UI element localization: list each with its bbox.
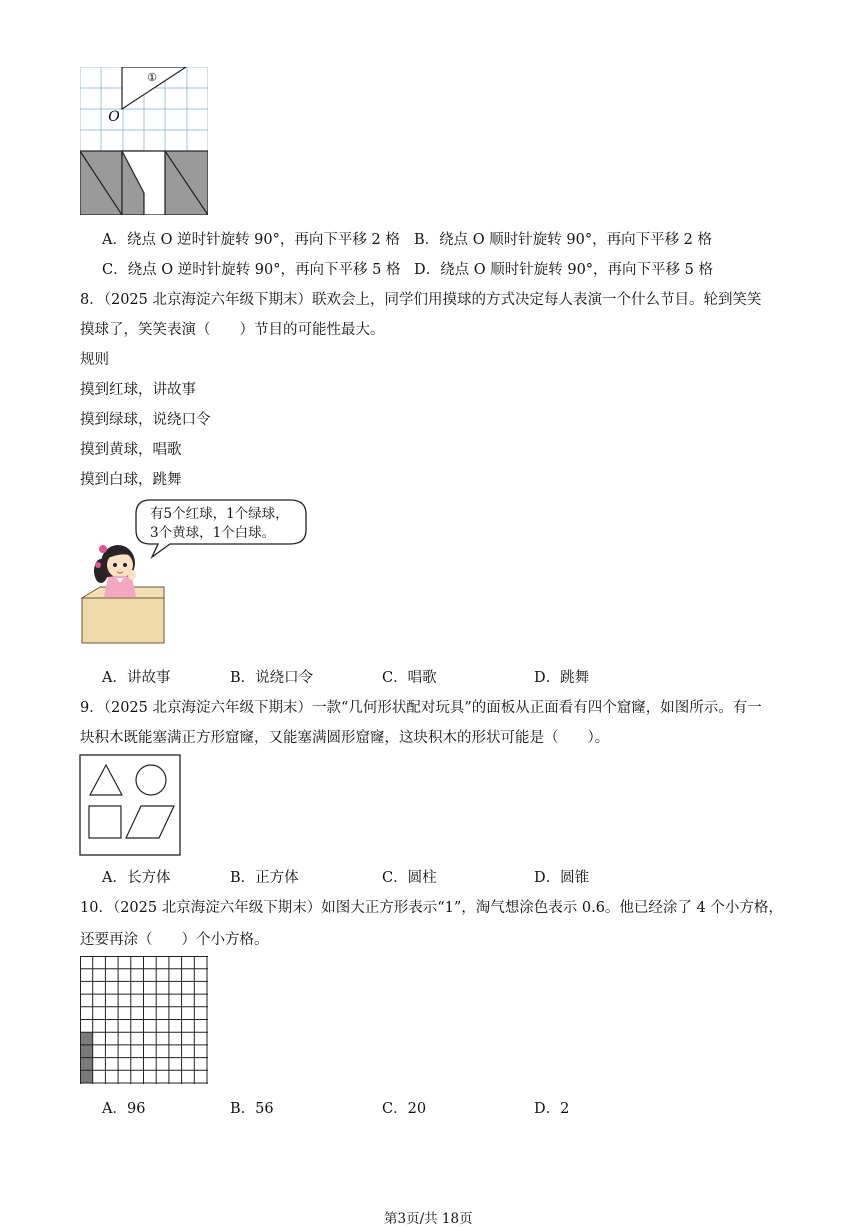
q9-stem-line-1: 9．（2025 北京海淀六年级下期末）一款“几何形状配对玩具”的面板从正面看有四个窟窿，如图所示。有一	[80, 700, 762, 716]
q10-option-c[interactable]: C．20	[382, 1101, 427, 1117]
q8-rule-green: 摸到绿球，说绕口令	[80, 412, 211, 428]
q9-option-d[interactable]: D．圆锥	[534, 870, 590, 886]
q7-option-b[interactable]: B．绕点 O 顺时针旋转 90°，再向下平移 2 格	[414, 232, 713, 248]
q7-option-a[interactable]: A．绕点 O 逆时针旋转 90°，再向下平移 2 格	[102, 232, 400, 248]
q8-option-c[interactable]: C．唱歌	[382, 670, 437, 686]
q10-hundred-grid	[80, 956, 208, 1084]
q10-shaded-cell	[80, 1032, 93, 1045]
q7-option-d[interactable]: D．绕点 O 顺时针旋转 90°，再向下平移 5 格	[414, 262, 713, 278]
q8-option-b[interactable]: B．说绕口令	[230, 670, 314, 686]
q8-girl-illustration	[78, 535, 168, 645]
q7-option-c[interactable]: C．绕点 O 逆时针旋转 90°，再向下平移 5 格	[102, 262, 401, 278]
q8-stem-line-1: 8．（2025 北京海淀六年级下期末）联欢会上，同学们用摸球的方式决定每人表演一个什么节目。轮到笑笑	[80, 292, 762, 308]
q8-stem-line-2: 摸球了，笑笑表演（ ）节目的可能性最大。	[80, 322, 385, 338]
q10-shaded-cell	[80, 1045, 93, 1058]
q7-label-o: O	[108, 109, 120, 125]
q10-shaded-cell	[80, 1070, 93, 1083]
q8-rules-heading: 规则	[80, 352, 109, 368]
q8-rule-white: 摸到白球，跳舞	[80, 472, 182, 488]
q10-shaded-cell	[80, 1058, 93, 1071]
q10-stem-line-2: 还要再涂（ ）个小方格。	[80, 932, 269, 948]
q7-grid-figure	[80, 67, 208, 215]
q7-label-circle: ①	[147, 71, 157, 84]
q8-rule-red: 摸到红球，讲故事	[80, 382, 196, 398]
q9-option-a[interactable]: A．长方体	[102, 870, 171, 886]
q9-square-hole	[89, 806, 121, 838]
q9-option-b[interactable]: B．正方体	[230, 870, 299, 886]
q9-shape-panel	[79, 754, 181, 856]
q9-circle-hole	[136, 765, 166, 795]
q9-option-c[interactable]: C．圆柱	[382, 870, 437, 886]
q10-option-b[interactable]: B．56	[230, 1101, 274, 1117]
q9-stem-line-2: 块积木既能塞满正方形窟窿，又能塞满圆形窟窿，这块积木的形状可能是（ ）。	[80, 730, 610, 746]
q8-bubble-line-2: 3个黄球，1个白球。	[150, 525, 276, 541]
q10-stem-line-1: 10．（2025 北京海淀六年级下期末）如图大正方形表示“1”，淘气想涂色表示 0.6。他已经涂了 4 个小方格，	[80, 900, 783, 916]
q8-bubble-line-1: 有5个红球，1个绿球，	[150, 506, 289, 522]
page-footer: 第3页/共 18页	[384, 1211, 473, 1227]
q8-option-d[interactable]: D．跳舞	[534, 670, 590, 686]
q8-rule-yellow: 摸到黄球，唱歌	[80, 442, 182, 458]
q8-option-a[interactable]: A．讲故事	[102, 670, 171, 686]
q10-option-d[interactable]: D．2	[534, 1101, 570, 1117]
q10-option-a[interactable]: A．96	[102, 1101, 146, 1117]
